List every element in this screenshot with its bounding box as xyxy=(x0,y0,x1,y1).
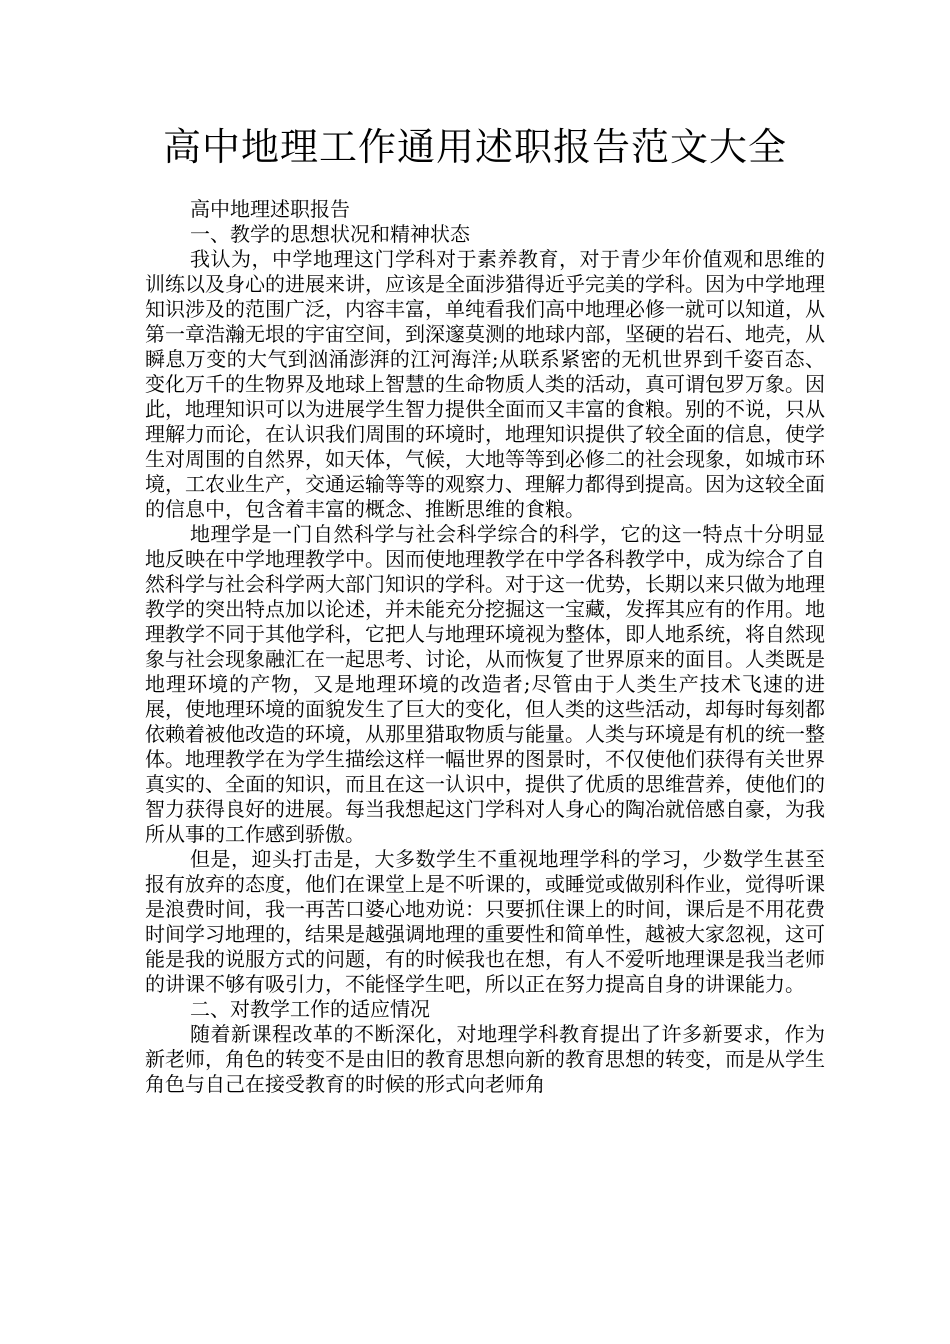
paragraph-report-heading: 高中地理述职报告 xyxy=(190,197,350,221)
document-body xyxy=(145,197,825,1097)
paragraph: 我认为，中学地理这门学科对于素养教育，对于青少年价值观和思维的训练以及身心的进展来讲，应该是全面涉猎得近乎完美的学科。因为中学地理知识涉及的范围广泛，内容丰富，单纯看我们高中地理必修一就可以知道，从第一章浩瀚无垠的宇宙空间，到深邃莫测的地球内部，坚硬的岩石、地壳，从瞬息万变的大气到汹涌澎湃的江河海洋;从联系紧密的无机世界到千姿百态、变化万千的生物界及地球上智慧的生命物质人类的活动，真可谓包罗万象。因此，地理知识可以为进展学生智力提供全面而又丰富的食粮。别的不说，只从理解力而论，在认识我们周围的环境时，地理知识提供了较全面的信息，使学生对周围的自然界，如天体，气候，大地等等到必修二的社会现象，如城市环境，工农业生产，交通运输等等的观察力、理解力都得到提高。因为这较全面的信息中，包含着丰富的概念、推断思维的食粮。 xyxy=(145,247,825,521)
paragraph: 但是，迎头打击是，大多数学生不重视地理学科的学习，少数学生甚至报有放弃的态度，他们在课堂上是不听课的，或睡觉或做别科作业，觉得听课是浪费时间，我一再苦口婆心地劝说：只要抓住课上的时间，课后是不用花费时间学习地理的，结果是越强调地理的重要性和简单性，越被大家忽视，这可能是我的说服方式的问题，有的时候我也在想，有人不爱听地理课是我当老师的讲课不够有吸引力，不能怪学生吧，所以正在努力提高自身的讲课能力。 xyxy=(145,847,825,996)
document-title: 高中地理工作通用述职报告范文大全 xyxy=(162,125,787,169)
paragraph: 地理学是一门自然科学与社会科学综合的科学，它的这一特点十分明显地反映在中学地理教学中。因而使地理教学在中学各科教学中，成为综合了自然科学与社会科学两大部门知识的学科。对于这一优势，长期以来只做为地理教学的突出特点加以论述，并未能充分挖掘这一宝藏，发挥其应有的作用。地理教学不同于其他学科，它把人与地理环境视为整体，即人地系统，将自然现象与社会现象融汇在一起思考、讨论，从而恢复了世界原来的面目。人类既是地理环境的产物，又是地理环境的改造者;尽管由于人类生产技术飞速的进展，使地理环境的面貌发生了巨大的变化，但人类的这些活动，却每时每刻都依赖着被他改造的环境，从那里猎取物质与能量。人类与环境是有机的统一整体。地理教学在为学生描绘这样一幅世界的图景时，不仅使他们获得有关世界真实的、全面的知识，而且在这一认识中，提供了优质的思维营养，使他们的智力获得良好的进展。每当我想起这门学科对人身心的陶冶就倍感自豪，为我所从事的工作感到骄傲。 xyxy=(145,522,825,846)
paragraph-section-2-heading: 二、对教学工作的适应情况 xyxy=(190,997,430,1021)
paragraph: 随着新课程改革的不断深化，对地理学科教育提出了许多新要求，作为新老师，角色的转变不是由旧的教育思想向新的教育思想的转变，而是从学生角色与自己在接受教育的时候的形式向老师角 xyxy=(145,1022,825,1096)
paragraph-section-1-heading: 一、教学的思想状况和精神状态 xyxy=(190,222,470,246)
